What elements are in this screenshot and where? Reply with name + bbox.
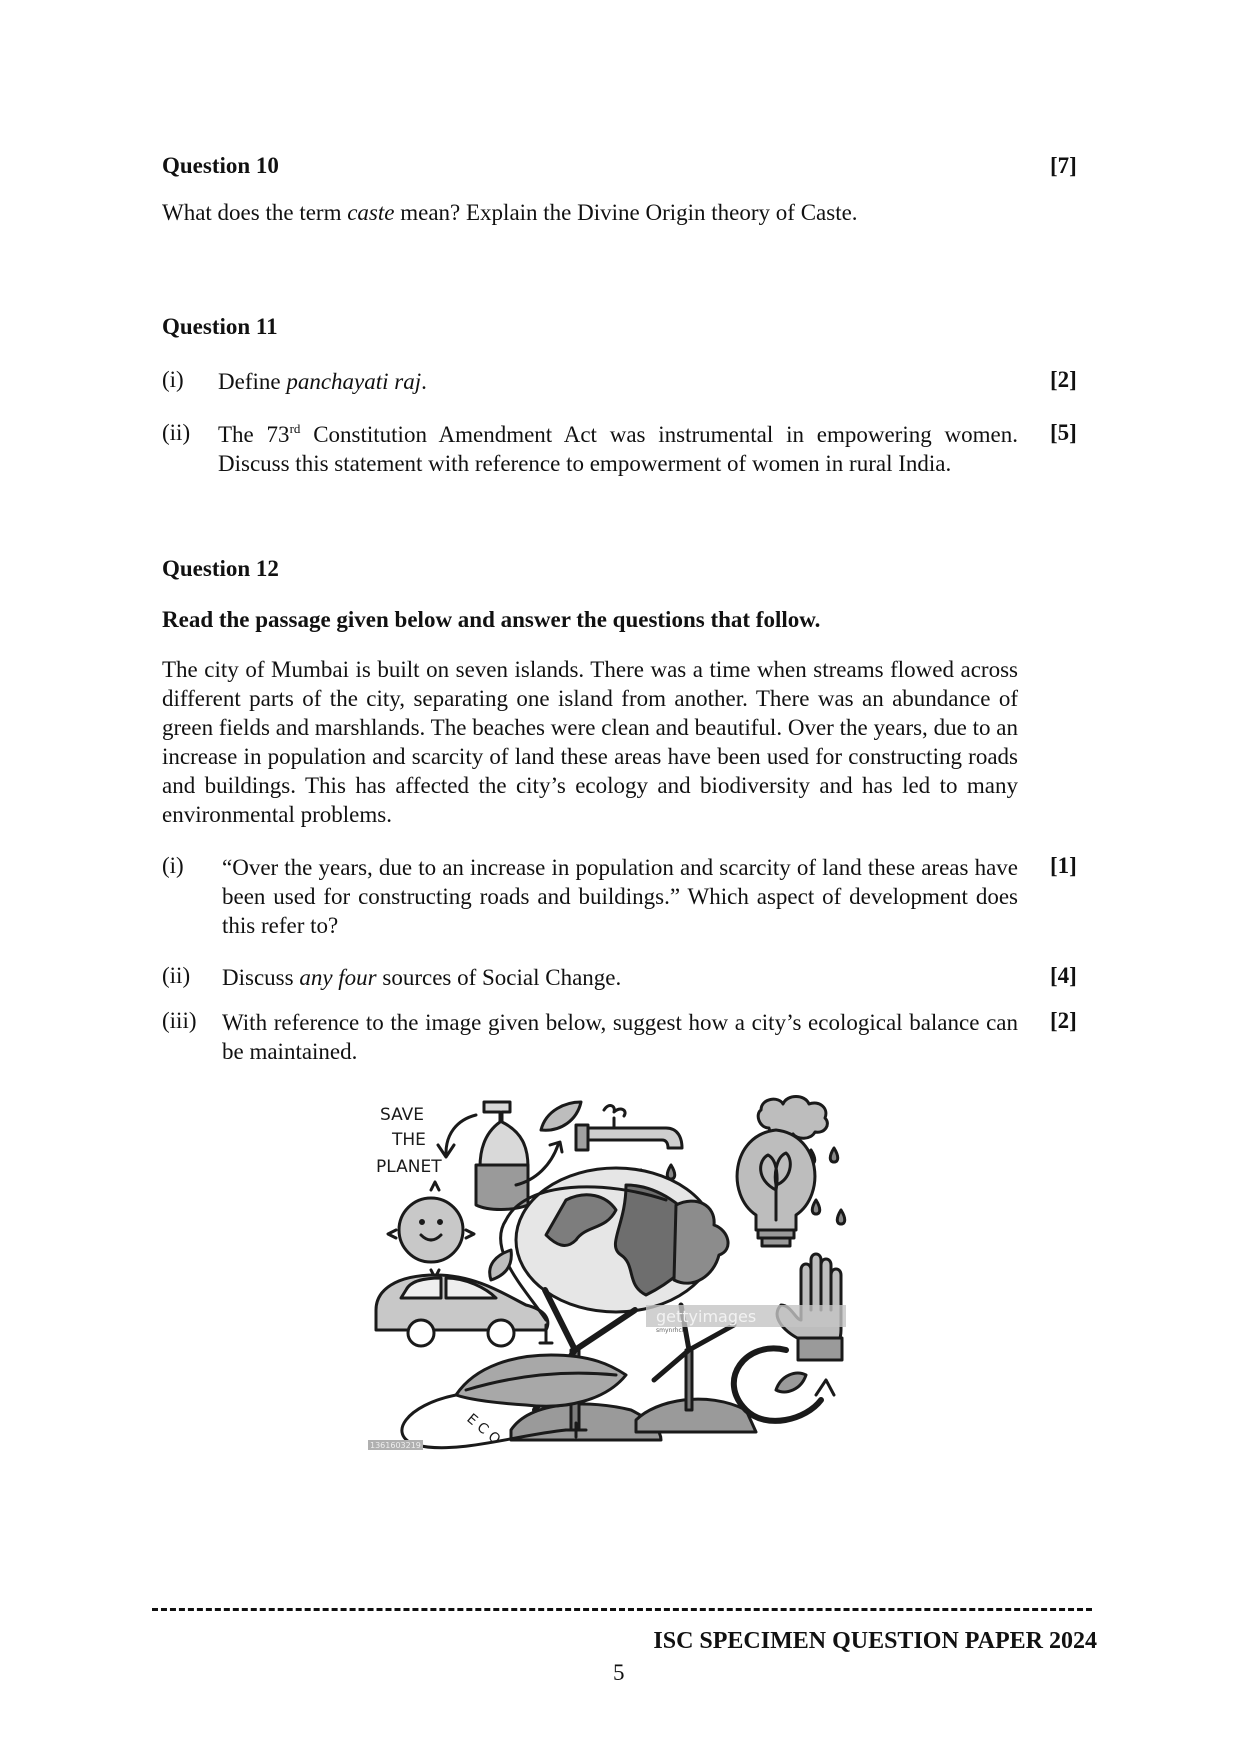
eco-doodle-icon	[366, 1090, 876, 1452]
svg-text:E C O: E C O	[463, 1410, 504, 1448]
q12-passage: The city of Mumbai is built on seven islands. There was a time when streams flowed across different parts of the city, separating one island from another. There was an abundance of green fields and marshlands. The beaches were clean and beautiful. Over the years, due to an increase in population and scarcity of land these areas have been used for constructing roads and buildings. This has affected the city’s ecology and biodiversity and has led to many environmental problems.	[162, 657, 1018, 827]
q12-part-ii-marks: [4]	[1050, 963, 1077, 988]
q11-ii-text: Constitution Amendment Act was instrumental in empowering women. Discuss this statement with reference to empowerment of women in rural India.	[218, 422, 1018, 476]
q11-i-text: .	[421, 369, 427, 394]
q12-instruction: Read the passage given below and answer the questions that follow.	[162, 607, 821, 632]
q11-ii-sup: rd	[289, 421, 301, 436]
footer-dashed-divider	[152, 1608, 1092, 1611]
q12-part-i-number: (i)	[162, 853, 184, 878]
q12-ii-text: Discuss	[222, 965, 300, 990]
q10-term-caste: caste	[347, 200, 395, 225]
q11-part-ii-number: (ii)	[162, 420, 191, 445]
svg-text:THE: THE	[392, 1130, 426, 1150]
q12-ii-emphasis: any four	[299, 965, 377, 990]
question-10-marks: [7]	[1050, 153, 1077, 178]
q12-part-ii-number: (ii)	[162, 963, 191, 988]
q11-ii-text: The 73	[218, 422, 290, 447]
save-the-planet-illustration	[366, 1090, 876, 1452]
question-11-heading: Question 11	[162, 314, 278, 339]
q10-text-part: What does the term	[162, 200, 348, 225]
q11-part-ii-text	[218, 420, 1018, 478]
q11-part-i-text	[218, 367, 1018, 396]
q10-text-part: mean? Explain the Divine Origin theory of Caste.	[394, 200, 858, 225]
q12-part-ii-text	[222, 963, 1018, 992]
q12-part-iii-text: With reference to the image given below, suggest how a city’s ecological balance can be maintained.	[222, 1010, 1018, 1064]
q12-ii-text: sources of Social Change.	[376, 965, 622, 990]
svg-text:PLANET: PLANET	[376, 1157, 442, 1177]
q12-part-i-text: “Over the years, due to an increase in population and scarcity of land these areas have been used for constructing roads and buildings.” Which aspect of development does this refer to?	[222, 855, 1018, 938]
footer-title: ISC SPECIMEN QUESTION PAPER 2024	[653, 1628, 1097, 1654]
svg-text:smynrhcl: smynrhcl	[656, 1327, 684, 1334]
q12-part-i-marks: [1]	[1050, 853, 1077, 878]
question-12-heading: Question 12	[162, 556, 279, 581]
page-number: 5	[613, 1660, 625, 1685]
q11-part-i-number: (i)	[162, 367, 184, 392]
watermark-text: gettyimages	[656, 1307, 757, 1326]
question-10-heading: Question 10	[162, 153, 279, 178]
q11-part-ii-marks: [5]	[1050, 420, 1077, 445]
q11-part-i-marks: [2]	[1050, 367, 1077, 392]
q12-part-iii-marks: [2]	[1050, 1008, 1077, 1033]
svg-text:1361603219: 1361603219	[370, 1441, 421, 1450]
q11-i-term: panchayati raj	[286, 369, 422, 394]
q12-part-iii-number: (iii)	[162, 1008, 197, 1033]
svg-text:SAVE: SAVE	[380, 1105, 425, 1125]
q11-i-text: Define	[218, 369, 287, 394]
question-10-text	[162, 198, 858, 227]
